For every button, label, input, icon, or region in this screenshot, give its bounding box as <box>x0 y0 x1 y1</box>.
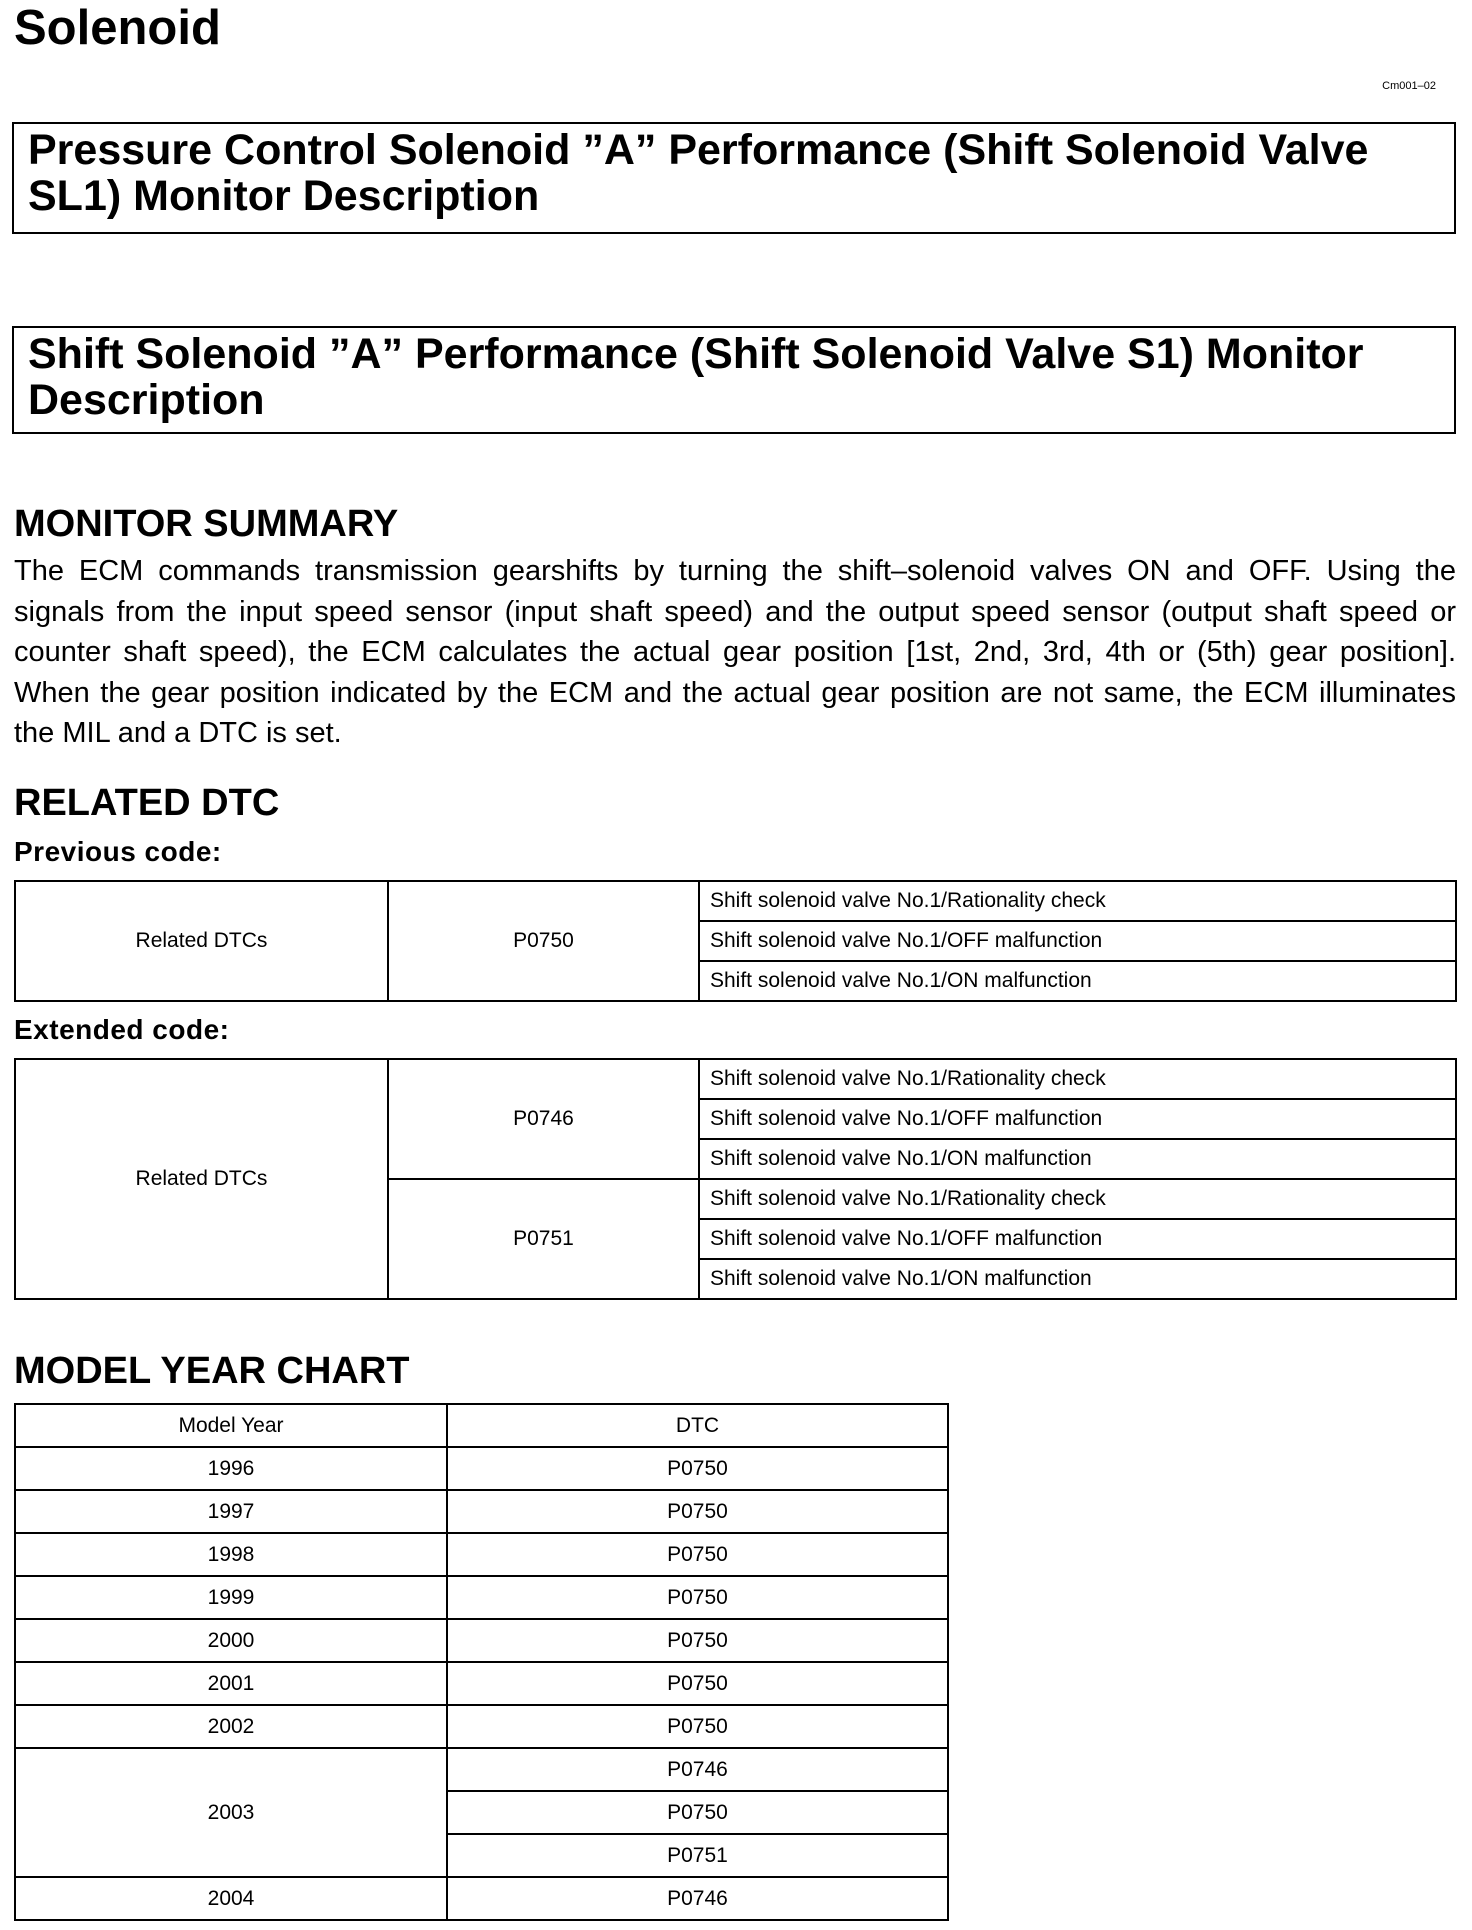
dtc-cell: P0750 <box>447 1490 948 1533</box>
monitor-summary-heading: MONITOR SUMMARY <box>14 503 399 545</box>
dtc-code-cell: P0746 <box>388 1059 699 1179</box>
model-year-chart-heading: MODEL YEAR CHART <box>14 1350 410 1392</box>
table-row <box>15 1533 948 1576</box>
table-row <box>15 1705 948 1748</box>
table-header-row <box>15 1404 948 1447</box>
dtc-description-cell: Shift solenoid valve No.1/Rationality check <box>699 1059 1456 1099</box>
year-cell: 2004 <box>15 1877 447 1920</box>
model-year-table <box>14 1403 949 1921</box>
year-cell: 1996 <box>15 1447 447 1490</box>
page-title: Solenoid <box>14 1 221 55</box>
previous-code-label: Previous code: <box>14 836 222 867</box>
table-row <box>15 1877 948 1920</box>
dtc-description-cell: Shift solenoid valve No.1/Rationality check <box>699 881 1456 921</box>
year-cell: 1997 <box>15 1490 447 1533</box>
column-header-dtc: DTC <box>447 1404 948 1447</box>
table-row <box>15 1576 948 1619</box>
reference-code: Cm001–02 <box>1382 80 1436 92</box>
dtc-code-cell: P0751 <box>388 1179 699 1299</box>
table-row <box>15 1748 948 1791</box>
dtc-cell: P0750 <box>447 1662 948 1705</box>
dtc-cell: P0750 <box>447 1533 948 1576</box>
year-cell: 2000 <box>15 1619 447 1662</box>
related-dtcs-cell: Related DTCs <box>15 881 388 1001</box>
dtc-code-cell: P0750 <box>388 881 699 1001</box>
extended-code-label: Extended code: <box>14 1014 230 1045</box>
dtc-description-cell: Shift solenoid valve No.1/ON malfunction <box>699 1139 1456 1179</box>
table-row <box>15 1059 1456 1099</box>
extended-code-table <box>14 1058 1457 1300</box>
monitor-summary-text: The ECM commands transmission gearshifts by turning the shift–solenoid valves ON and OFF. Using the signals from the input speed sensor (input shaft speed) and the output speed sensor (output shaft speed or counter shaft speed), the ECM calculates the actual gear position [1st, 2nd, 3rd, 4th or (5th) gear position]. When the gear position indicated by the ECM and the actual gear position are not same, the ECM illuminates the MIL and a DTC is set. <box>14 555 1456 749</box>
dtc-cell: P0746 <box>447 1877 948 1920</box>
heading-box-pressure-control <box>12 122 1456 234</box>
dtc-cell: P0750 <box>447 1791 948 1834</box>
table-row <box>15 1662 948 1705</box>
dtc-cell: P0750 <box>447 1447 948 1490</box>
heading-pressure-control: Pressure Control Solenoid ”A” Performance (Shift Solenoid Valve SL1) Monitor Description <box>28 126 1369 220</box>
dtc-cell: P0750 <box>447 1576 948 1619</box>
dtc-cell: P0751 <box>447 1834 948 1877</box>
table-row <box>15 1447 948 1490</box>
dtc-cell: P0750 <box>447 1705 948 1748</box>
dtc-description-cell: Shift solenoid valve No.1/ON malfunction <box>699 1259 1456 1299</box>
related-dtcs-cell: Related DTCs <box>15 1059 388 1299</box>
column-header-model-year: Model Year <box>15 1404 447 1447</box>
dtc-description-cell: Shift solenoid valve No.1/OFF malfunction <box>699 921 1456 961</box>
table-row <box>15 1490 948 1533</box>
year-cell: 1998 <box>15 1533 447 1576</box>
related-dtc-heading: RELATED DTC <box>14 782 280 824</box>
dtc-description-cell: Shift solenoid valve No.1/OFF malfunction <box>699 1219 1456 1259</box>
dtc-cell: P0750 <box>447 1619 948 1662</box>
previous-code-table <box>14 880 1457 1002</box>
dtc-cell: P0746 <box>447 1748 948 1791</box>
table-row <box>15 881 1456 921</box>
year-cell: 2002 <box>15 1705 447 1748</box>
table-row <box>15 1619 948 1662</box>
year-cell: 1999 <box>15 1576 447 1619</box>
year-cell: 2003 <box>15 1748 447 1877</box>
heading-box-shift-solenoid <box>12 326 1456 434</box>
dtc-description-cell: Shift solenoid valve No.1/Rationality check <box>699 1179 1456 1219</box>
year-cell: 2001 <box>15 1662 447 1705</box>
dtc-description-cell: Shift solenoid valve No.1/ON malfunction <box>699 961 1456 1001</box>
heading-shift-solenoid: Shift Solenoid ”A” Performance (Shift Solenoid Valve S1) Monitor Description <box>28 330 1364 424</box>
dtc-description-cell: Shift solenoid valve No.1/OFF malfunction <box>699 1099 1456 1139</box>
